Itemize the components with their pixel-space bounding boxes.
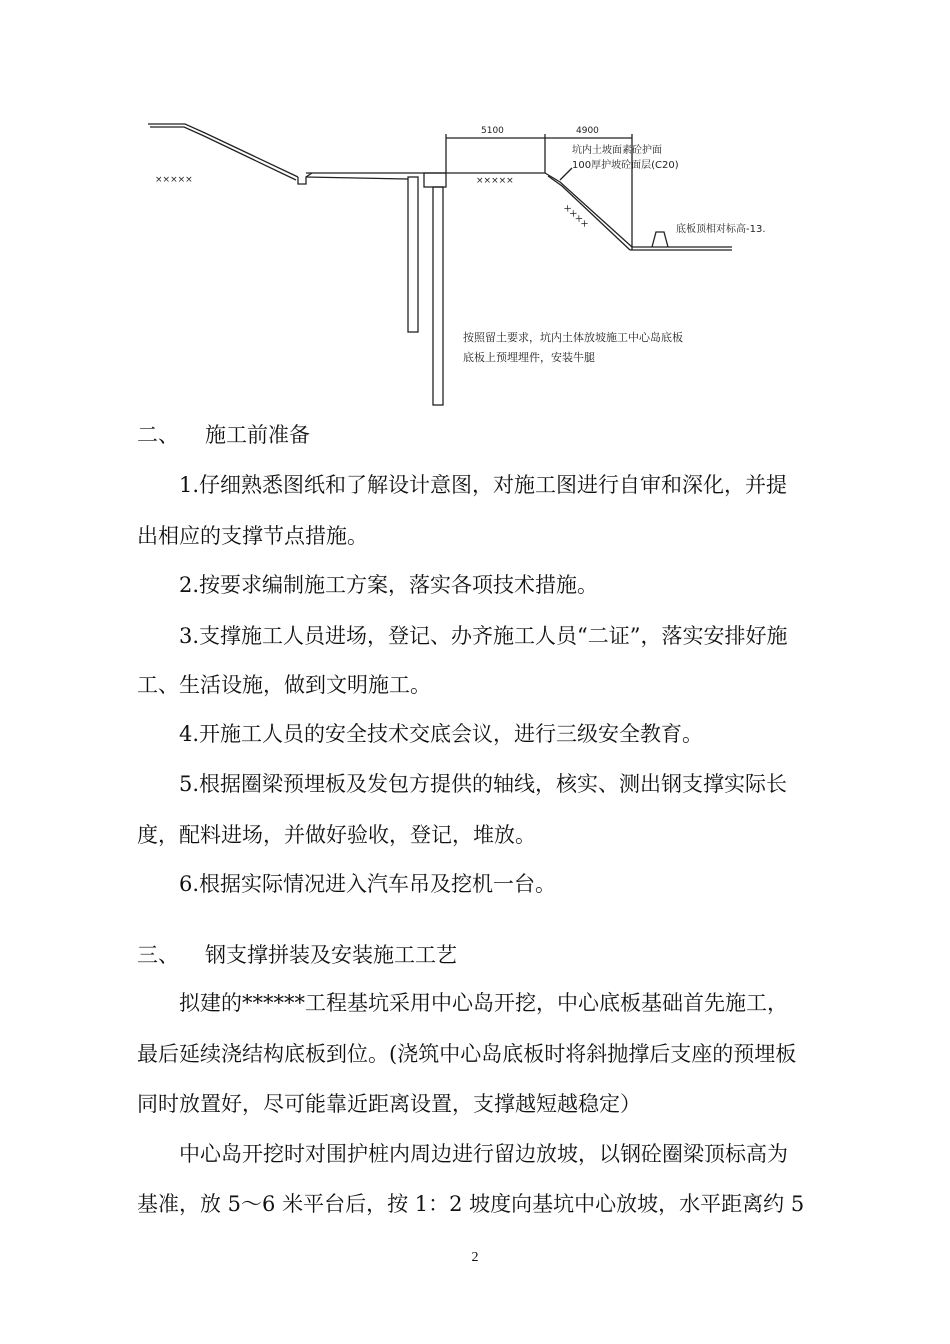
section-3-number: 三、 <box>137 943 179 967</box>
elevation-label: 底板顶相对标高-13. <box>676 224 766 235</box>
paragraph-line: 度，配料进场，并做好验收，登记，堆放。 <box>137 823 536 847</box>
paragraph-line: 5.根据圈梁预埋板及发包方提供的轴线，核实、测出钢支撑实际长 <box>179 772 788 796</box>
drain-ditch <box>298 173 312 184</box>
page-number: 2 <box>471 1250 479 1265</box>
outer-slope-line <box>148 124 298 177</box>
soil-hatch-slope: ×××× <box>560 202 591 231</box>
paragraph-line: 2.按要求编制施工方案，落实各项技术措施。 <box>179 573 599 597</box>
note-line-1: 按照留土要求，坑内土体放坡施工中心岛底板 <box>463 331 683 344</box>
section-2-heading <box>137 420 847 450</box>
paragraph-line: 工、生活设施，做到文明施工。 <box>137 673 431 697</box>
paragraph-line: 4.开施工人员的安全技术交底会议，进行三级安全教育。 <box>179 722 704 746</box>
paragraph-line: 同时放置好，尽可能靠近距离设置，支撑越短越稳定） <box>137 1092 641 1116</box>
inner-slope-face <box>548 176 630 250</box>
paragraph-line: 出相应的支撑节点措施。 <box>137 524 368 548</box>
paragraph-line: 3.支撑施工人员进场，登记、办齐施工人员“二证”，落实安排好施 <box>179 624 788 648</box>
paragraph-line: 6.根据实际情况进入汽车吊及挖机一台。 <box>179 872 557 896</box>
paragraph-line: 最后延续浇结构底板到位。(浇筑中心岛底板时将斜抛撑后支座的预埋板 <box>137 1042 797 1066</box>
paragraph-line: 1.仔细熟悉图纸和了解设计意图，对施工图进行自审和深化，并提 <box>179 473 788 497</box>
dim-left-label: 5100 <box>481 126 504 136</box>
paragraph-line: 中心岛开挖时对围护桩内周边进行留边放坡，以钢砼圈梁顶标高为 <box>179 1142 788 1166</box>
section-2-title: 施工前准备 <box>205 423 310 447</box>
dim-right-label: 4900 <box>576 126 599 136</box>
outer-slope-face <box>150 127 296 180</box>
pile-short <box>408 177 418 332</box>
soil-hatch-left: ××××× <box>155 175 193 185</box>
note-line-2: 底板上预埋埋件，安装牛腿 <box>463 351 595 364</box>
leader-line <box>560 168 572 180</box>
excavation-section-diagram <box>0 0 950 420</box>
section-2-number: 二、 <box>137 423 179 447</box>
inner-slope <box>545 173 632 247</box>
pile-long <box>433 187 443 405</box>
elevation-marker <box>652 232 668 247</box>
section-3-title: 钢支撑拼装及安装施工工艺 <box>205 943 457 967</box>
slope-label-1: 坑内土坡面素砼护面 <box>572 145 662 156</box>
slope-label-2: 100厚护坡砼面层(C20) <box>572 160 679 171</box>
paragraph-line: 基准，放 5～6 米平台后，按 1：2 坡度向基坑中心放坡，水平距离约 5 <box>137 1192 805 1216</box>
section-3-heading <box>137 940 847 970</box>
soil-hatch-middle: ××××× <box>476 176 514 186</box>
paragraph-line: 拟建的******工程基坑采用中心岛开挖，中心底板基础首先施工， <box>179 991 788 1015</box>
platform-bottom <box>306 177 408 179</box>
capping-beam <box>424 173 446 187</box>
